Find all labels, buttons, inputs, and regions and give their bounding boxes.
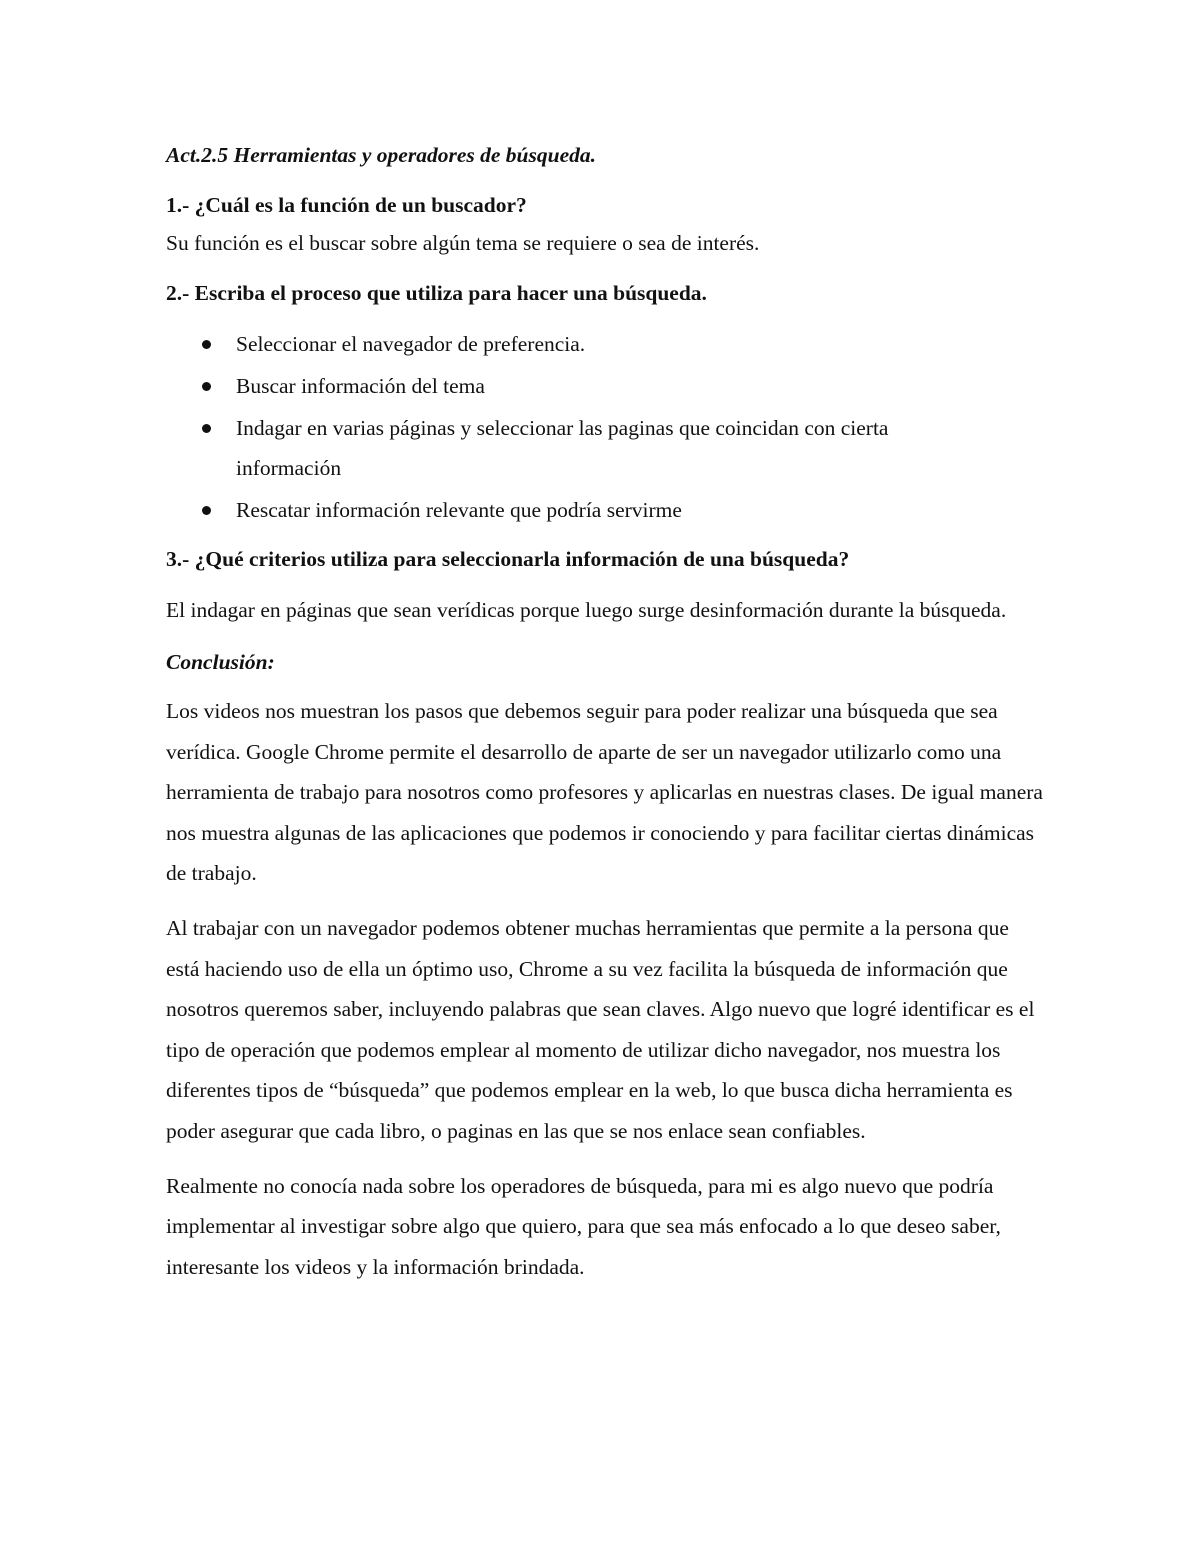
- answer-3: El indagar en páginas que sean verídicas porque luego surge desinformación durante la búsqueda.: [166, 598, 1007, 622]
- list-item-text: Indagar en varias páginas y seleccionar las paginas que coincidan con cierta información: [236, 416, 889, 480]
- bullet-icon: [202, 424, 211, 433]
- question-2: 2.- Escriba el proceso que utiliza para hacer una búsqueda.: [166, 281, 707, 305]
- list-item-text: Rescatar información relevante que podría servirme: [236, 498, 682, 522]
- list-item-text: Buscar información del tema: [236, 374, 485, 398]
- document-page: [166, 138, 1046, 1301]
- list-item: [166, 366, 1046, 406]
- answer-1: Su función es el buscar sobre algún tema se requiere o sea de interés.: [166, 231, 760, 255]
- conclusion-paragraph: Realmente no conocía nada sobre los operadores de búsqueda, para mi es algo nuevo que podría implementar al investigar sobre algo que quiero, para que sea más enfocado a lo que deseo saber, interesante los videos y la información brindada.: [166, 1173, 1001, 1279]
- question-1: 1.- ¿Cuál es la función de un buscador?: [166, 193, 527, 217]
- list-item: [166, 324, 1046, 364]
- conclusion-heading: Conclusión:: [166, 650, 275, 674]
- conclusion-paragraph: Al trabajar con un navegador podemos obtener muchas herramientas que permite a la persona que está haciendo uso de ella un óptimo uso, Chrome a su vez facilita la búsqueda de información que nosotros queremos saber, incluyendo palabras que sean claves. Algo nuevo que logré identificar es el tipo de operación que podemos emplear al momento de utilizar dicho navegador, nos muestra los diferentes tipos de “búsqueda” que podemos emplear en la web, lo que busca dicha herramienta es poder asegurar que cada libro, o paginas en las que se nos enlace sean confiables.: [166, 915, 1035, 1143]
- bullet-icon: [202, 382, 211, 391]
- bullet-icon: [202, 340, 211, 349]
- bullet-icon: [202, 506, 211, 515]
- process-steps-list: [166, 324, 1046, 530]
- list-item-text: Seleccionar el navegador de preferencia.: [236, 332, 586, 356]
- conclusion-paragraph: Los videos nos muestran los pasos que debemos seguir para poder realizar una búsqueda que sea verídica. Google Chrome permite el desarrollo de aparte de ser un navegador utilizarlo como una herramienta de trabajo para nosotros como profesores y aplicarlas en nuestras clases. De igual manera nos muestra algunas de las aplicaciones que podemos ir conociendo y para facilitar ciertas dinámicas de trabajo.: [166, 699, 1043, 886]
- question-3: 3.- ¿Qué criterios utiliza para seleccionarla información de una búsqueda?: [166, 547, 850, 571]
- list-item: [166, 408, 1046, 488]
- list-item: [166, 490, 1046, 530]
- document-title: Act.2.5 Herramientas y operadores de búsqueda.: [166, 143, 596, 167]
